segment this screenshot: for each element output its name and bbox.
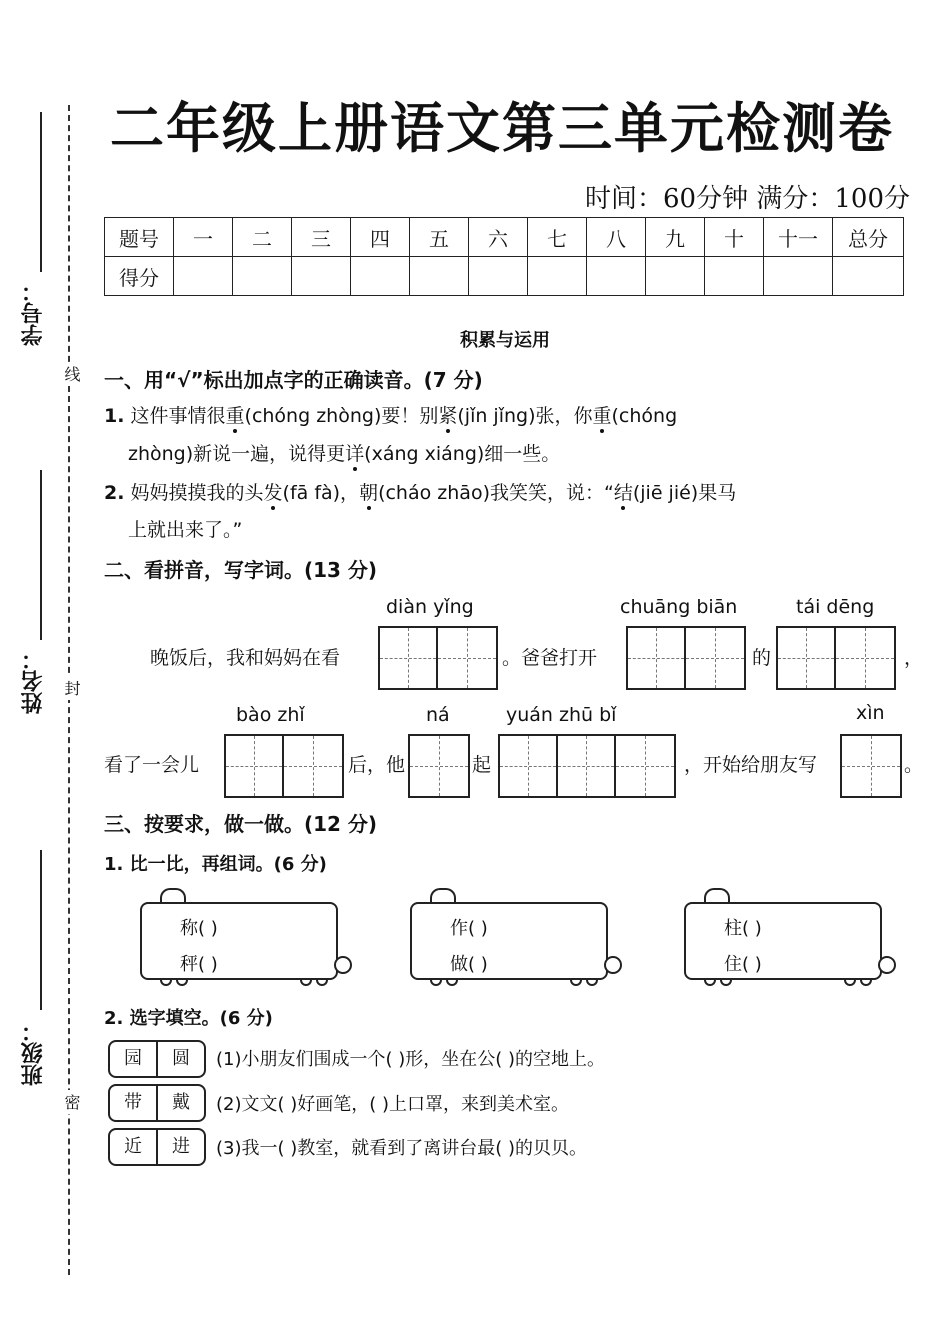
q1-line-3 bbox=[104, 479, 736, 507]
card-word-b[interactable]: 住( ) bbox=[724, 954, 762, 975]
col-header: 总分 bbox=[833, 218, 904, 257]
name-label: 姓名： bbox=[21, 648, 46, 714]
card-foot-icon bbox=[160, 978, 172, 986]
grid-cell[interactable] bbox=[500, 736, 558, 796]
seal-feng-char: 封 bbox=[60, 676, 83, 700]
col-header: 九 bbox=[646, 218, 705, 257]
choice-char: 圆 bbox=[172, 1048, 190, 1069]
score-cell[interactable] bbox=[646, 257, 705, 296]
card-foot-icon bbox=[316, 978, 328, 986]
writing-grid-yuanzhubi[interactable] bbox=[498, 734, 676, 798]
section-title: 积累与运用 bbox=[460, 330, 550, 351]
seal-mi-char: 密 bbox=[60, 1090, 83, 1114]
grid-cell[interactable] bbox=[284, 736, 342, 796]
choice-char: 戴 bbox=[172, 1092, 190, 1113]
score-cell[interactable] bbox=[351, 257, 410, 296]
dotted-char: 朝 bbox=[359, 482, 379, 504]
dotted-char: 重 bbox=[225, 405, 245, 427]
choice-char: 进 bbox=[172, 1136, 190, 1157]
score-cell[interactable] bbox=[528, 257, 587, 296]
q1-pinyin-choice[interactable]: (xáng xiáng)细一些。 bbox=[364, 443, 561, 465]
col-header: 四 bbox=[351, 218, 410, 257]
q3-sub1: 1. 比一比，再组词。(6 分) bbox=[104, 854, 327, 875]
card-word-b[interactable]: 做( ) bbox=[450, 954, 488, 975]
q1-pinyin-choice[interactable]: (chóng bbox=[611, 405, 678, 427]
pinyin-chuangbian: chuāng biān bbox=[620, 596, 738, 618]
time-score: 时间：60分钟 满分：100分 bbox=[585, 184, 910, 214]
word-card-3 bbox=[684, 902, 882, 980]
choice-pair-1 bbox=[108, 1040, 206, 1078]
table-row bbox=[105, 218, 904, 257]
fill-sentence-2[interactable]: (2)文文( )好画笔，( )上口罩，来到美术室。 bbox=[216, 1094, 570, 1115]
writing-grid-dianying[interactable] bbox=[378, 626, 498, 690]
dotted-char: 重 bbox=[592, 405, 612, 427]
q2-sentence-6: 后，他 bbox=[348, 754, 406, 776]
page-title: 二年级上册语文第三单元检测卷 bbox=[110, 96, 894, 160]
pinyin-taideng: tái dēng bbox=[796, 596, 875, 618]
grid-cell[interactable] bbox=[836, 628, 894, 688]
writing-grid-baozhi[interactable] bbox=[224, 734, 344, 798]
grid-cell[interactable] bbox=[778, 628, 836, 688]
q1-line-4: 上就出来了。” bbox=[128, 519, 243, 541]
grid-cell[interactable] bbox=[380, 628, 438, 688]
q1-num-1: 1. bbox=[104, 405, 125, 427]
score-cell[interactable] bbox=[292, 257, 351, 296]
card-foot-icon bbox=[176, 978, 188, 986]
col-header: 二 bbox=[233, 218, 292, 257]
score-cell[interactable] bbox=[587, 257, 646, 296]
fill-sentence-3[interactable]: (3)我一( )教室，就看到了离讲台最( )的贝贝。 bbox=[216, 1138, 588, 1159]
col-header: 一 bbox=[174, 218, 233, 257]
q2-sentence-3: 的 bbox=[752, 647, 772, 669]
q1-pinyin-choice[interactable]: (fā fà)， bbox=[282, 482, 360, 504]
q2-sentence-5: 看了一会儿 bbox=[104, 754, 200, 776]
q1-pinyin-choice[interactable]: (cháo zhāo)我笑笑，说：“ bbox=[378, 482, 614, 504]
q1-num-2: 2. bbox=[104, 482, 125, 504]
table-row bbox=[105, 257, 904, 296]
col-header: 五 bbox=[410, 218, 469, 257]
q1-pinyin-choice[interactable]: (jǐn jǐng)张，你 bbox=[457, 405, 593, 427]
q3-heading: 三、按要求，做一做。(12 分) bbox=[104, 812, 378, 836]
writing-grid-chuangbian[interactable] bbox=[626, 626, 746, 690]
score-cell[interactable] bbox=[233, 257, 292, 296]
q2-sentence-1: 晚饭后，我和妈妈在看 bbox=[150, 647, 341, 669]
choice-pair-2 bbox=[108, 1084, 206, 1122]
word-card-2 bbox=[410, 902, 608, 980]
score-cell[interactable] bbox=[764, 257, 833, 296]
card-foot-icon bbox=[720, 978, 732, 986]
card-foot-icon bbox=[446, 978, 458, 986]
q2-sentence-2: 。爸爸打开 bbox=[502, 647, 598, 669]
card-tail-icon bbox=[334, 956, 352, 974]
col-header: 六 bbox=[469, 218, 528, 257]
card-tail-icon bbox=[878, 956, 896, 974]
grid-cell[interactable] bbox=[558, 736, 616, 796]
q1-pinyin-choice[interactable]: zhòng)新说一遍，说得更 bbox=[128, 443, 346, 465]
card-word-a[interactable]: 柱( ) bbox=[724, 918, 762, 939]
grid-cell[interactable] bbox=[410, 736, 468, 796]
grid-cell[interactable] bbox=[628, 628, 686, 688]
col-header: 十一 bbox=[764, 218, 833, 257]
word-card-1 bbox=[140, 902, 338, 980]
q1-heading: 一、用“√”标出加点字的正确读音。(7 分) bbox=[104, 368, 483, 392]
pinyin-dianying: diàn yǐng bbox=[386, 596, 474, 618]
choice-pair-3 bbox=[108, 1128, 206, 1166]
dotted-char: 发 bbox=[263, 482, 283, 504]
col-header: 七 bbox=[528, 218, 587, 257]
grid-cell[interactable] bbox=[438, 628, 496, 688]
dotted-char: 详 bbox=[345, 443, 365, 465]
card-word-b[interactable]: 秤( ) bbox=[180, 954, 218, 975]
pinyin-na: ná bbox=[426, 704, 450, 726]
dotted-char: 紧 bbox=[438, 405, 458, 427]
card-foot-icon bbox=[844, 978, 856, 986]
card-foot-icon bbox=[570, 978, 582, 986]
writing-grid-taideng[interactable] bbox=[776, 626, 896, 690]
grid-cell[interactable] bbox=[686, 628, 744, 688]
grid-cell[interactable] bbox=[616, 736, 674, 796]
score-cell[interactable] bbox=[705, 257, 764, 296]
col-header: 三 bbox=[292, 218, 351, 257]
pinyin-baozhi: bào zhǐ bbox=[236, 704, 305, 726]
choice-char: 近 bbox=[110, 1130, 158, 1164]
score-cell[interactable] bbox=[410, 257, 469, 296]
card-foot-icon bbox=[300, 978, 312, 986]
score-table bbox=[104, 217, 904, 296]
q1-text: 这件事情很 bbox=[130, 405, 226, 427]
card-foot-icon bbox=[586, 978, 598, 986]
q3-sub2: 2. 选字填空。(6 分) bbox=[104, 1008, 273, 1029]
dotted-char: 结 bbox=[613, 482, 633, 504]
q1-pinyin-choice[interactable]: (jiē jié)果马 bbox=[632, 482, 737, 504]
card-word-a[interactable]: 作( ) bbox=[450, 918, 488, 939]
choice-char: 园 bbox=[110, 1042, 158, 1076]
card-word-a[interactable]: 称( ) bbox=[180, 918, 218, 939]
q2-sentence-8: ，开始给朋友写 bbox=[684, 754, 818, 776]
q2-sentence-7: 起 bbox=[472, 754, 492, 776]
fill-sentence-1[interactable]: (1)小朋友们围成一个( )形，坐在公( )的空地上。 bbox=[216, 1049, 606, 1070]
writing-grid-na[interactable] bbox=[408, 734, 470, 798]
pinyin-yuanzhubi: yuán zhū bǐ bbox=[506, 704, 617, 726]
card-foot-icon bbox=[860, 978, 872, 986]
card-tail-icon bbox=[604, 956, 622, 974]
q2-sentence-9: 。 bbox=[904, 754, 924, 776]
q1-pinyin-choice[interactable]: (chóng zhòng)要！别 bbox=[244, 405, 439, 427]
grid-cell[interactable] bbox=[226, 736, 284, 796]
class-label: 班级： bbox=[21, 1020, 46, 1086]
q2-heading: 二、看拼音，写字词。(13 分) bbox=[104, 558, 378, 582]
score-cell[interactable] bbox=[469, 257, 528, 296]
student-no-label: 学号： bbox=[21, 280, 46, 346]
writing-grid-xin[interactable] bbox=[840, 734, 902, 798]
card-foot-icon bbox=[430, 978, 442, 986]
grid-cell[interactable] bbox=[842, 736, 900, 796]
binding-line-top bbox=[40, 112, 42, 272]
choice-char: 带 bbox=[110, 1086, 158, 1120]
row-label: 得分 bbox=[105, 257, 174, 296]
row-label: 题号 bbox=[105, 218, 174, 257]
q1-line-2 bbox=[128, 440, 560, 468]
score-cell[interactable] bbox=[174, 257, 233, 296]
pinyin-xin: xìn bbox=[856, 702, 885, 724]
q1-text: 妈妈摸摸我的头 bbox=[130, 482, 264, 504]
seal-line-char: 线 bbox=[60, 362, 83, 386]
col-header: 八 bbox=[587, 218, 646, 257]
q1-line-1 bbox=[104, 402, 677, 430]
q2-sentence-4: ， bbox=[904, 647, 924, 669]
binding-line-low bbox=[40, 850, 42, 1010]
col-header: 十 bbox=[705, 218, 764, 257]
card-foot-icon bbox=[704, 978, 716, 986]
binding-line-mid bbox=[40, 470, 42, 640]
score-cell[interactable] bbox=[833, 257, 904, 296]
